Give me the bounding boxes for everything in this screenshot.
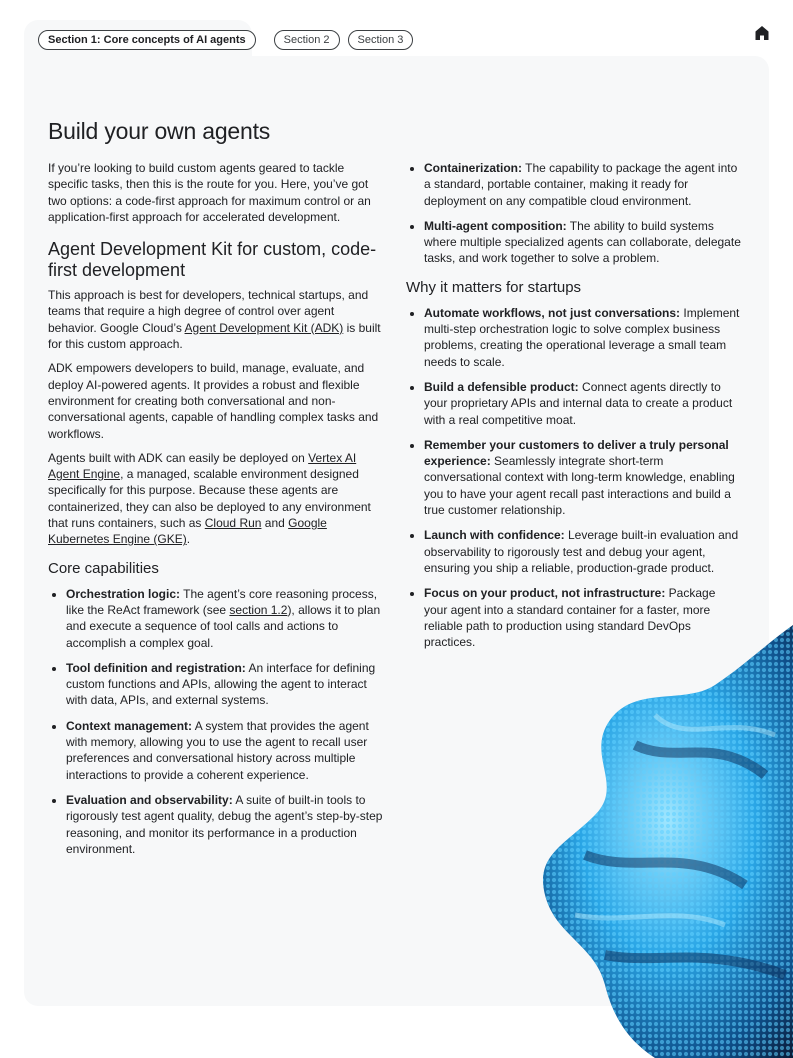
section-tabs <box>38 30 413 50</box>
abstract-dot-art <box>515 625 793 1058</box>
adk-paragraph-1: This approach is best for developers, technical startups, and teams that require a high degree of control over agent behavior. Google Cloud’s Agent Development Kit (ADK) is built for this custom approach. <box>48 288 381 352</box>
list-item: • Focus on your product, not infrastructure: Package your agent into a standard container for a faster, more reliable path to production using standard DevOps practices. <box>424 585 741 650</box>
gke-link[interactable]: Google Kubernetes Engine (GKE) <box>48 516 327 547</box>
right-column <box>406 160 741 659</box>
adk-paragraph-2: ADK empowers developers to build, manage, evaluate, and deploy AI-powered agents. It provides a robust and flexible environment for creating both conversational and non-conversational agents, capable of handling complex tasks and workflows. <box>48 361 379 441</box>
intro-paragraph: If you’re looking to build custom agents geared to tackle specific tasks, then this is the route for you. Here, you’ve got two options: a code-first approach for maximum control or an application-first approach for accelerated development. <box>48 161 371 224</box>
page-title: Build your own agents <box>48 118 271 144</box>
why-heading: Why it matters for startups <box>406 278 582 296</box>
why-list <box>406 305 741 651</box>
list-item: • Context management: A system that provides the agent with memory, allowing you to use the agent to recall user preferences and conversational history across multiple interactions to provide a coherent experience. <box>66 718 383 783</box>
vertex-ai-link[interactable]: Vertex AI Agent Engine <box>48 450 357 482</box>
adk-link[interactable]: Agent Development Kit (ADK) <box>184 320 344 335</box>
list-item: • Build a defensible product: Connect agents directly to your proprietary APIs and internal data to create a product with a real competitive moat. <box>424 379 741 428</box>
list-item: • Tool definition and registration: An interface for defining custom functions and APIs, allowing the agent to interact with data, APIs, and external systems. <box>66 660 383 709</box>
adk-heading: Agent Development Kit for custom, code-first development <box>48 239 377 281</box>
adk-paragraph-3: Agents built with ADK can easily be deployed on Vertex AI Agent Engine, a managed, scalable environment designed specifically for this purpose. Because these agents are containerized, they can also be deployed to any environment that runs containers, such as Cloud Run and Google Kubernetes Engine (GKE). <box>48 450 371 547</box>
list-item: • Automate workflows, not just conversations: Implement multi-step orchestration logic to solve complex business problems, creating the operational leverage a small team needs to scale. <box>424 305 741 370</box>
core-capabilities-list <box>48 586 383 857</box>
left-column <box>48 160 383 866</box>
list-item: • Launch with confidence: Leverage built-in evaluation and observability to rigorously test and debug your agent, ensuring you ship a reliable, production-grade product. <box>424 527 741 576</box>
capabilities-list-continued <box>406 160 741 267</box>
list-item: • Evaluation and observability: A suite of built-in tools to rigorously test agent quality, debug the agent’s step-by-step reasoning, and monitor its performance in a production environment. <box>66 792 383 857</box>
core-capabilities-heading: Core capabilities <box>48 559 159 577</box>
home-icon[interactable] <box>755 25 769 41</box>
list-item: • Multi-agent composition: The ability to build systems where multiple specialized agents can collaborate, delegate tasks, and work together to solve a problem. <box>424 218 741 267</box>
list-item: • Remember your customers to deliver a truly personal experience: Seamlessly integrate short-term conversational context with long-term knowledge, enabling you to have your agent recall past interactions and build a true customer relationship. <box>424 437 741 518</box>
tab-section-3[interactable]: Section 3 <box>348 30 414 50</box>
tab-section-2[interactable]: Section 2 <box>274 30 340 50</box>
tab-section-1[interactable]: Section 1: Core concepts of AI agents <box>38 30 256 50</box>
section-link[interactable]: section 1.2 <box>229 602 288 617</box>
list-item: • Orchestration logic: The agent’s core reasoning process, like the ReAct framework (see section 1.2), allows it to plan and execute a sequence of tool calls and actions to accomplish a complex goal. <box>66 586 383 651</box>
cloud-run-link[interactable]: Cloud Run <box>204 516 262 531</box>
list-item: • Containerization: The capability to package the agent into a standard, portable container, making it ready for deployment on any compatible cloud environment. <box>424 160 741 209</box>
